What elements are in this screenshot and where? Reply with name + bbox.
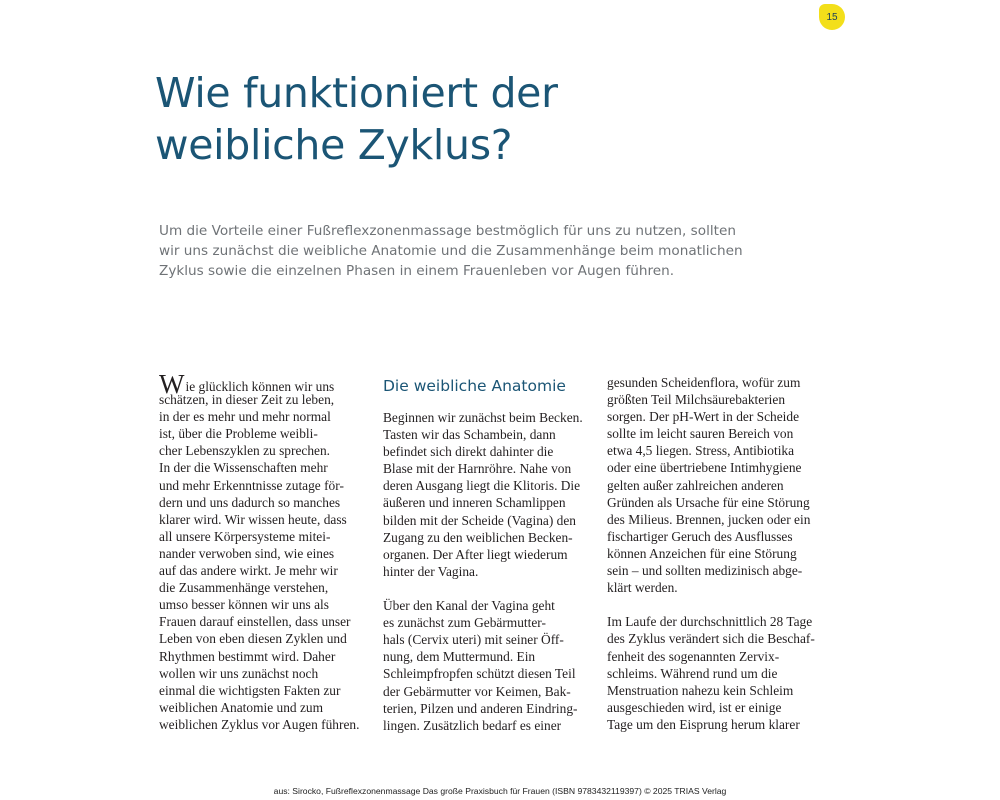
page-title-line: Wie funktioniert der bbox=[155, 69, 558, 117]
intro-line: wir uns zunächst die weibliche Anatomie und die Zusammenhänge beim monatlichen bbox=[159, 243, 743, 259]
body-line: deren Ausgang liegt die Klitoris. Die bbox=[383, 478, 581, 494]
body-line: bilden mit der Scheide (Vagina) den bbox=[383, 512, 576, 528]
body-line: In der die Wissenschaften mehr bbox=[159, 460, 328, 476]
body-line: etwa 4,5 liegen. Stress, Antibiotika bbox=[607, 443, 795, 459]
body-line: sein – und sollten medizinisch abge- bbox=[607, 563, 803, 579]
body-line: nung, dem Muttermund. Ein bbox=[383, 649, 536, 665]
body-line: ist, über die Probleme weibli- bbox=[159, 426, 318, 442]
body-line: gelten außer zahlreichen anderen bbox=[607, 477, 784, 493]
body-line: oder eine übertriebene Intimhygiene bbox=[607, 460, 802, 476]
body-line: dern und uns dadurch so manches bbox=[159, 494, 341, 510]
body-line: organen. Der After liegt wiederum bbox=[383, 546, 568, 562]
body-line: hals (Cervix uteri) mit seiner Öff- bbox=[383, 632, 564, 648]
body-line: hinter der Vagina. bbox=[383, 563, 479, 579]
body-line: Tage um den Eisprung herum klarer bbox=[607, 716, 800, 732]
source-footer: aus: Sirocko, Fußreflexzonenmassage Das große Praxisbuch für Frauen (ISBN 9783432119397) © 2025 TRIAS Verlag bbox=[273, 786, 727, 796]
body-line: Gründen als Ursache für eine Störung bbox=[607, 494, 810, 510]
body-line: Über den Kanal der Vagina geht bbox=[383, 598, 555, 614]
body-line: die Zusammenhänge verstehen, bbox=[159, 580, 329, 596]
body-line: Schleimpfropfen schützt diesen Teil bbox=[383, 666, 576, 682]
paragraph-gap bbox=[607, 596, 815, 613]
body-line: es zunächst zum Gebärmutter- bbox=[383, 615, 546, 631]
paragraph-gap bbox=[383, 580, 583, 597]
body-line: Im Laufe der durchschnittlich 28 Tage bbox=[607, 614, 813, 630]
body-line: können Anzeichen für eine Störung bbox=[607, 545, 797, 561]
text-column-2 bbox=[383, 374, 583, 734]
body-line: nander verwoben sind, wie eines bbox=[159, 545, 335, 561]
body-line: Menstruation nahezu kein Schleim bbox=[607, 682, 794, 698]
text-column-3 bbox=[607, 374, 815, 733]
page-title-line: weibliche Zyklus? bbox=[155, 121, 513, 169]
page-number-badge bbox=[819, 4, 845, 30]
body-line: fenheit des sogenannten Zervix- bbox=[607, 648, 780, 664]
body-line: cher Lebenszyklen zu sprechen. bbox=[159, 443, 331, 459]
body-line: Leben von eben diesen Zyklen und bbox=[159, 631, 347, 647]
body-line: weiblichen Zyklus vor Augen führen. bbox=[159, 716, 360, 732]
body-line: einmal die wichtigsten Fakten zur bbox=[159, 682, 341, 698]
body-line: Blase mit der Harnröhre. Nahe von bbox=[383, 461, 572, 477]
body-line: größten Teil Milchsäurebakterien bbox=[607, 392, 786, 408]
body-line: gesunden Scheidenflora, wofür zum bbox=[607, 375, 801, 390]
body-line: auf das andere wirkt. Je mehr wir bbox=[159, 563, 338, 579]
body-line: des Zyklus verändert sich die Beschaf- bbox=[607, 631, 815, 647]
body-line: klarer wird. Wir wissen heute, dass bbox=[159, 511, 347, 527]
body-line: sorgen. Der pH-Wert in der Scheide bbox=[607, 409, 800, 425]
body-line: weiblichen Anatomie und zum bbox=[159, 699, 323, 715]
section-heading: Die weibliche Anatomie bbox=[383, 377, 566, 395]
first-line bbox=[159, 369, 359, 399]
body-line: der Gebärmutter vor Keimen, Bak- bbox=[383, 683, 571, 699]
intro-line: Zyklus sowie die einzelnen Phasen in einem Frauenleben vor Augen führen. bbox=[159, 263, 675, 279]
page-number: 15 bbox=[826, 11, 838, 23]
body-line: all unsere Körpersysteme mitei- bbox=[159, 528, 331, 544]
body-line: terien, Pilzen und anderen Eindring- bbox=[383, 700, 578, 716]
body-line: äußeren und inneren Schamlippen bbox=[383, 495, 566, 511]
body-line: des Milieus. Brennen, jucken oder ein bbox=[607, 511, 811, 527]
body-line: fischartiger Geruch des Ausflusses bbox=[607, 528, 793, 544]
page-title bbox=[155, 67, 558, 171]
body-line: Rhythmen bestimmt wird. Daher bbox=[159, 648, 336, 664]
body-line: klärt werden. bbox=[607, 580, 678, 596]
intro-paragraph bbox=[159, 221, 743, 281]
body-line: schätzen, in dieser Zeit zu leben, bbox=[159, 392, 335, 408]
drop-cap: W bbox=[159, 369, 185, 399]
body-line: ausgeschieden wird, ist er einige bbox=[607, 699, 782, 715]
body-line: Zugang zu den weiblichen Becken- bbox=[383, 529, 573, 545]
body-line: schleims. Während rund um die bbox=[607, 665, 778, 681]
body-line: sollte im leicht sauren Bereich von bbox=[607, 426, 794, 442]
body-line: Beginnen wir zunächst beim Becken. bbox=[383, 410, 583, 425]
body-line: in der es mehr und mehr normal bbox=[159, 409, 331, 425]
first-line-text: ie glücklich können wir uns bbox=[185, 379, 335, 394]
body-line: Tasten wir das Schambein, dann bbox=[383, 427, 556, 443]
body-line: wollen wir uns zunächst noch bbox=[159, 665, 319, 681]
body-line: umso besser können wir uns als bbox=[159, 597, 329, 613]
text-column-1 bbox=[159, 369, 360, 733]
body-line: befindet sich direkt dahinter die bbox=[383, 444, 554, 460]
body-line: Frauen darauf einstellen, dass unser bbox=[159, 614, 351, 630]
body-line: lingen. Zusätzlich bedarf es einer bbox=[383, 717, 562, 733]
body-line: und mehr Erkenntnisse zutage för- bbox=[159, 477, 344, 493]
intro-line: Um die Vorteile einer Fußreflexzonenmassage bestmöglich für uns zu nutzen, sollten bbox=[159, 223, 736, 239]
